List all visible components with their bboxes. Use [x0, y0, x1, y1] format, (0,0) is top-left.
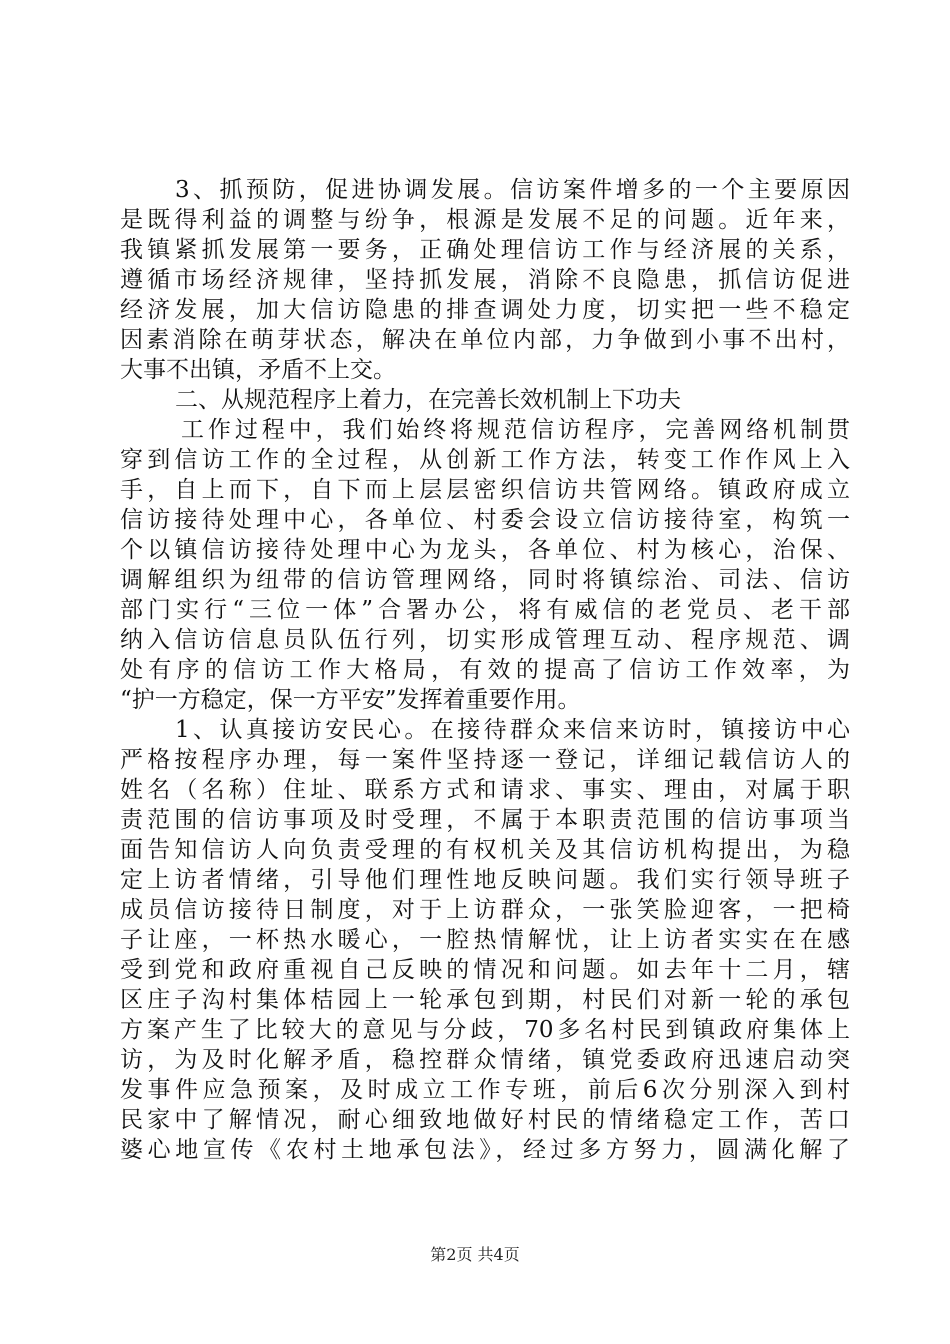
document-body [120, 175, 850, 1165]
text-line: 受到党和政府重视自己反映的情况和问题。如去年十二月，辖 [120, 957, 850, 983]
text-line: 责范围的信访事项及时受理，不属于本职责范围的信访事项当 [120, 807, 850, 833]
text-line: 工作过程中，我们始终将规范信访程序，完善网络机制贯 [181, 417, 850, 443]
text-line: 我镇紧抓发展第一要务，正确处理信访工作与经济展的关系， [120, 237, 850, 263]
text-line: “护一方稳定，保一方平安”发挥着重要作用。 [120, 687, 581, 713]
text-line: 二、从规范程序上着力，在完善长效机制上下功夫 [175, 387, 681, 413]
page-footer: 第2页 共4页 [430, 1245, 520, 1264]
text-line: 大事不出镇，矛盾不上交。 [120, 357, 396, 383]
text-line: 面告知信访人向负责受理的有权机关及其信访机构提出，为稳 [120, 837, 850, 863]
text-line: 区庄子沟村集体桔园上一轮承包到期，村民们对新一轮的承包 [120, 987, 850, 1013]
text-line: 手，自上而下，自下而上层层密织信访共管网络。镇政府成立 [120, 477, 850, 503]
text-line: 经济发展，加大信访隐患的排查调处力度，切实把一些不稳定 [120, 297, 850, 323]
text-line: 子让座，一杯热水暖心，一腔热情解忧，让上访者实实在在感 [120, 927, 850, 953]
text-line: 3、抓预防，促进协调发展。信访案件增多的一个主要原因 [175, 177, 850, 203]
text-line: 姓名（名称）住址、联系方式和请求、事实、理由，对属于职 [120, 777, 850, 803]
text-line: 因素消除在萌芽状态，解决在单位内部，力争做到小事不出村， [120, 327, 850, 353]
text-line: 1、认真接访安民心。在接待群众来信来访时，镇接访中心 [175, 717, 850, 743]
text-line: 信访接待处理中心，各单位、村委会设立信访接待室，构筑一 [120, 507, 850, 533]
text-line: 婆心地宣传《农村土地承包法》，经过多方努力，圆满化解了 [120, 1137, 850, 1163]
text-line: 定上访者情绪，引导他们理性地反映问题。我们实行领导班子 [120, 867, 850, 893]
text-line: 是既得利益的调整与纷争，根源是发展不足的问题。近年来， [120, 207, 850, 233]
text-line: 部门实行“三位一体”合署办公，将有威信的老党员、老干部 [120, 597, 850, 623]
text-line: 处有序的信访工作大格局，有效的提高了信访工作效率，为 [120, 657, 850, 683]
text-line: 方案产生了比较大的意见与分歧，70多名村民到镇政府集体上 [120, 1017, 850, 1043]
text-line: 发事件应急预案，及时成立工作专班，前后6次分别深入到村 [120, 1077, 850, 1103]
text-line: 成员信访接待日制度，对于上访群众，一张笑脸迎客，一把椅 [120, 897, 850, 923]
text-line: 民家中了解情况，耐心细致地做好村民的情绪稳定工作，苦口 [120, 1107, 850, 1133]
text-line: 严格按程序办理，每一案件坚持逐一登记，详细记载信访人的 [120, 747, 850, 773]
text-line: 个以镇信访接待处理中心为龙头，各单位、村为核心，治保、 [120, 537, 850, 563]
text-line: 访，为及时化解矛盾，稳控群众情绪，镇党委政府迅速启动突 [120, 1047, 850, 1073]
text-line: 穿到信访工作的全过程，从创新工作方法，转变工作作风上入 [120, 447, 850, 473]
text-line: 遵循市场经济规律，坚持抓发展，消除不良隐患，抓信访促进 [120, 267, 850, 293]
text-line: 纳入信访信息员队伍行列，切实形成管理互动、程序规范、调 [120, 627, 850, 653]
text-line: 调解组织为纽带的信访管理网络，同时将镇综治、司法、信访 [120, 567, 850, 593]
